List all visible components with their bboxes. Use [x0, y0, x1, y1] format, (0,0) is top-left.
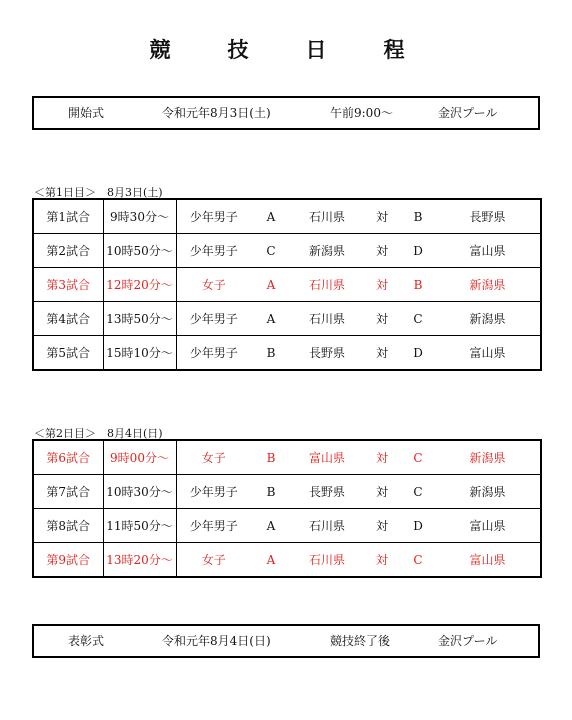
match-number: 第4試合	[33, 302, 103, 336]
match-category: 少年男子	[176, 509, 251, 543]
group-2: C	[401, 475, 435, 509]
match-row	[33, 234, 541, 268]
group-2: B	[401, 268, 435, 302]
team-1: 石川県	[291, 302, 363, 336]
closing-venue: 金沢プール	[438, 634, 498, 648]
group-2: B	[401, 199, 435, 234]
closing-time: 競技終了後	[330, 634, 391, 648]
match-time: 15時10分～	[103, 336, 176, 371]
match-category: 女子	[176, 543, 251, 578]
day2-label: ＜第2日目＞ 8月4日(日)	[34, 427, 163, 440]
versus: 対	[363, 543, 401, 578]
team-1: 石川県	[291, 199, 363, 234]
group-1: A	[251, 302, 291, 336]
versus: 対	[363, 199, 401, 234]
match-number: 第5試合	[33, 336, 103, 371]
match-number: 第7試合	[33, 475, 103, 509]
group-2: C	[401, 440, 435, 475]
match-number: 第3試合	[33, 268, 103, 302]
match-time: 10時30分～	[103, 475, 176, 509]
team-1: 石川県	[291, 268, 363, 302]
team-2: 新潟県	[435, 475, 541, 509]
group-1: B	[251, 440, 291, 475]
group-1: C	[251, 234, 291, 268]
match-row	[33, 543, 541, 578]
group-2: D	[401, 509, 435, 543]
team-1: 長野県	[291, 336, 363, 371]
match-number: 第2試合	[33, 234, 103, 268]
team-2: 富山県	[435, 336, 541, 371]
group-1: A	[251, 543, 291, 578]
match-time: 13時50分～	[103, 302, 176, 336]
team-2: 富山県	[435, 509, 541, 543]
match-time: 10時50分～	[103, 234, 176, 268]
team-1: 長野県	[291, 475, 363, 509]
opening-venue: 金沢プール	[438, 106, 498, 120]
match-row	[33, 475, 541, 509]
team-1: 新潟県	[291, 234, 363, 268]
match-time: 13時20分～	[103, 543, 176, 578]
match-category: 少年男子	[176, 336, 251, 371]
group-1: A	[251, 199, 291, 234]
match-row	[33, 509, 541, 543]
group-2: C	[401, 543, 435, 578]
match-row	[33, 199, 541, 234]
match-time: 11時50分～	[103, 509, 176, 543]
versus: 対	[363, 268, 401, 302]
match-time: 9時30分～	[103, 199, 176, 234]
team-2: 長野県	[435, 199, 541, 234]
page-title: 競 技 日 程	[149, 38, 423, 62]
match-time: 12時20分～	[103, 268, 176, 302]
group-1: A	[251, 268, 291, 302]
team-1: 石川県	[291, 509, 363, 543]
match-row	[33, 336, 541, 371]
match-category: 少年男子	[176, 302, 251, 336]
match-row	[33, 440, 541, 475]
group-1: B	[251, 475, 291, 509]
versus: 対	[363, 302, 401, 336]
closing-name: 表彰式	[68, 634, 105, 648]
match-number: 第6試合	[33, 440, 103, 475]
versus: 対	[363, 336, 401, 371]
match-category: 少年男子	[176, 199, 251, 234]
opening-ceremony-box	[32, 96, 540, 130]
team-2: 富山県	[435, 234, 541, 268]
match-category: 少年男子	[176, 234, 251, 268]
day1-schedule-table	[32, 198, 542, 371]
day1-label: ＜第1日目＞ 8月3日(土)	[34, 186, 163, 199]
closing-date: 令和元年8月4日(日)	[162, 634, 271, 648]
group-1: B	[251, 336, 291, 371]
team-2: 富山県	[435, 543, 541, 578]
group-1: A	[251, 509, 291, 543]
versus: 対	[363, 234, 401, 268]
match-number: 第9試合	[33, 543, 103, 578]
versus: 対	[363, 509, 401, 543]
team-2: 新潟県	[435, 440, 541, 475]
team-2: 新潟県	[435, 302, 541, 336]
day2-schedule-table	[32, 439, 542, 578]
award-ceremony-box	[32, 624, 540, 658]
match-category: 女子	[176, 268, 251, 302]
match-number: 第8試合	[33, 509, 103, 543]
group-2: D	[401, 336, 435, 371]
versus: 対	[363, 440, 401, 475]
team-1: 石川県	[291, 543, 363, 578]
versus: 対	[363, 475, 401, 509]
opening-name: 開始式	[68, 106, 105, 120]
match-row	[33, 268, 541, 302]
match-time: 9時00分～	[103, 440, 176, 475]
match-number: 第1試合	[33, 199, 103, 234]
match-category: 女子	[176, 440, 251, 475]
opening-date: 令和元年8月3日(土)	[162, 106, 271, 120]
group-2: D	[401, 234, 435, 268]
team-1: 富山県	[291, 440, 363, 475]
team-2: 新潟県	[435, 268, 541, 302]
match-category: 少年男子	[176, 475, 251, 509]
opening-time: 午前9:00～	[330, 106, 393, 120]
group-2: C	[401, 302, 435, 336]
match-row	[33, 302, 541, 336]
